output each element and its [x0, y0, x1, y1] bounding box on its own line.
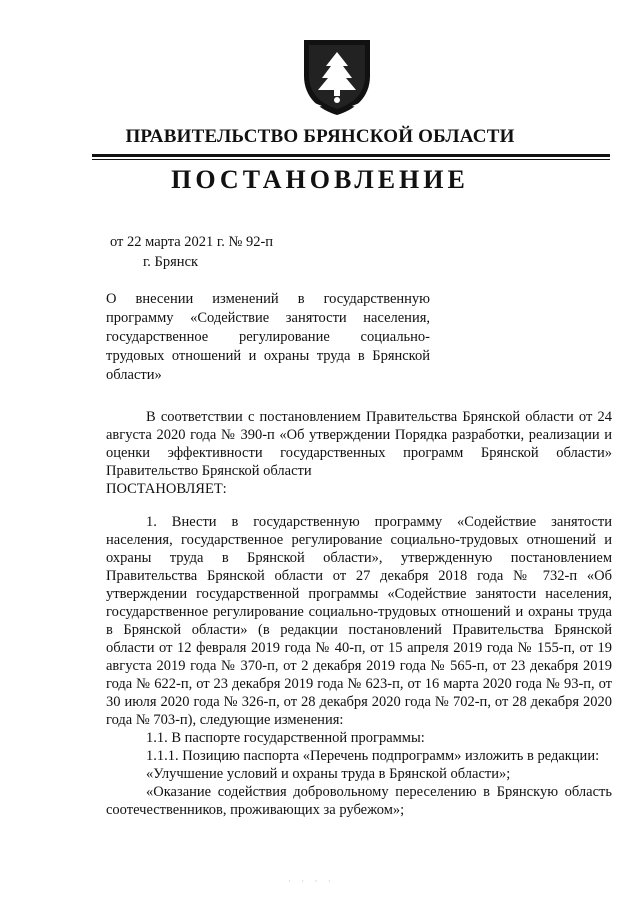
header-rule-thick [92, 154, 610, 157]
bryansk-coat-of-arms-icon [296, 36, 378, 118]
header-rule-thin [92, 159, 610, 160]
organization-title: ПРАВИТЕЛЬСТВО БРЯНСКОЙ ОБЛАСТИ [125, 126, 515, 147]
quote-paragraph-2: «Оказание содействия добровольному переселению в Брянскую область соотечественников, проживающих за рубежом»; [106, 784, 612, 818]
document-date-number: от 22 марта 2021 г. № 92-п [110, 234, 274, 250]
item-1-1-paragraph: 1.1. В паспорте государственной программы: [146, 730, 425, 746]
item-1-1-1-paragraph: 1.1.1. Позицию паспорта «Перечень подпрограмм» изложить в редакции: [146, 748, 600, 764]
item-1-paragraph: 1. Внести в государственную программу «Содействие занятости населения, государственное регулирование социально-трудовых отношений и охраны труда в Брянской области», утвержденную постановлением Правительства Брянской области от 27 декабря 2018 года № 732-п «Об утверждении государственной программы «Содействие занятости населения, государственное регулирование социально-трудовых отношений и охраны труда в Брянской области» (в редакции постановлений Правительства Брянской области от 12 февраля 2019 года № 40-п, от 15 апреля 2019 года № 155-п, от 19 августа 2019 года № 370-п, от 2 декабря 2019 года № 565-п, от 23 декабря 2019 года № 622-п, от 23 декабря 2019 года № 623-п, от 16 марта 2020 года № 93-п, от 30 июля 2020 года № 326-п, от 28 декабря 2020 года № 702-п, от 28 декабря 2020 года № 703-п), следующие изменения: [106, 514, 612, 728]
document-type-title: ПОСТАНОВЛЕНИЕ [171, 165, 469, 194]
document-city: г. Брянск [143, 254, 199, 270]
document-body [106, 408, 612, 819]
scan-artifact: · · · · [288, 876, 335, 886]
preamble-paragraph: В соответствии с постановлением Правительства Брянской области от 24 августа 2020 года № 390-п «Об утверждении Порядка разработки, реализации и оценки эффективности государственных программ Брянской области» Правительство Брянской области [106, 409, 612, 479]
quote-paragraph-1: «Улучшение условий и охраны труда в Брянской области»; [146, 766, 511, 782]
document-subject: О внесении изменений в государственную программу «Содействие занятости населения, государственное регулирование социально-трудовых отношений и охраны труда в Брянской области» [106, 291, 430, 383]
resolves-line: ПОСТАНОВЛЯЕТ: [106, 481, 227, 497]
